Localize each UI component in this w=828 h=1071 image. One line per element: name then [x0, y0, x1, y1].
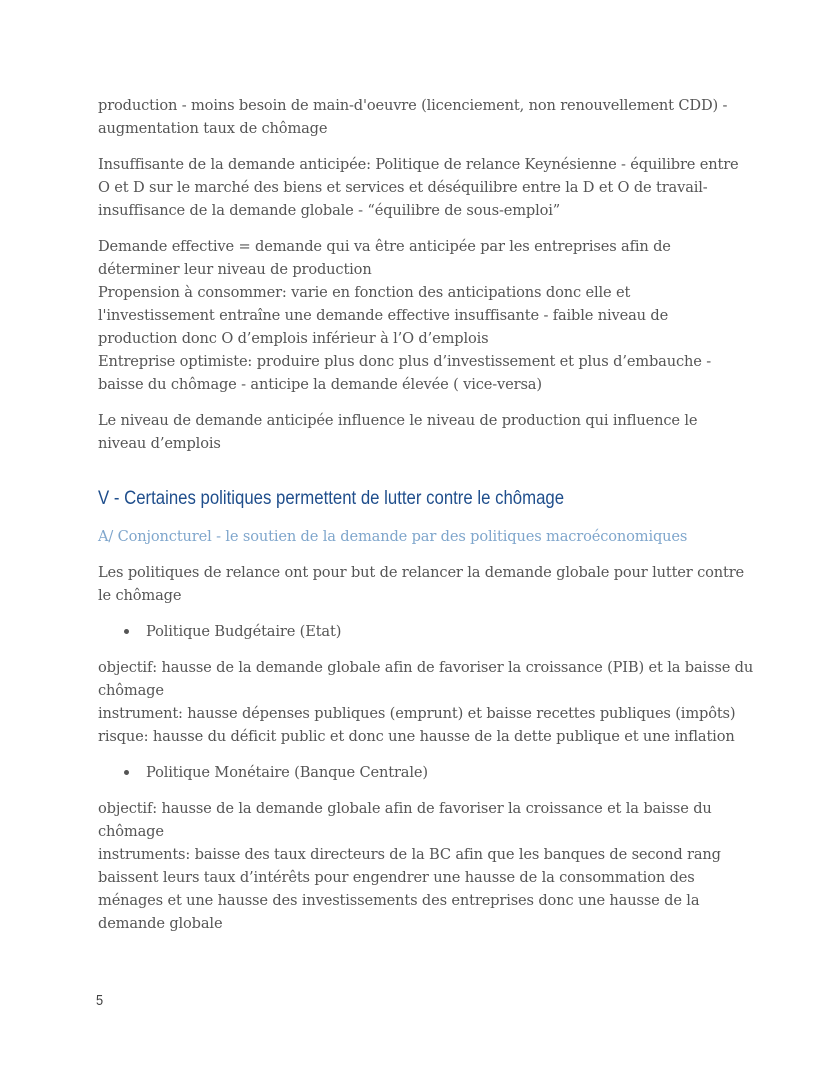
paragraph-budget-details	[98, 656, 754, 748]
paragraph-production	[98, 94, 738, 140]
text-line: Le niveau de demande anticipée influence le niveau de production qui influence le	[98, 412, 698, 429]
paragraph-effective-demand	[98, 235, 738, 396]
paragraph-section-intro	[98, 561, 745, 607]
paragraph-insufficient-demand	[98, 153, 738, 222]
section-heading: V - Certaines politiques permettent de lutter contre le chômage	[98, 487, 565, 509]
bullet-item-monetary-policy	[98, 761, 738, 784]
text-line: production donc O d’emplois inférieur à l’O d’emplois	[98, 330, 489, 347]
bullet-item-budget-policy	[98, 620, 738, 643]
text-line: l'investissement entraîne une demande effective insuffisante - faible niveau de	[98, 307, 669, 324]
bullet-label: Politique Monétaire (Banque Centrale)	[146, 764, 428, 781]
text-line: Insuffisante de la demande anticipée: Politique de relance Keynésienne - équilibre entre	[98, 156, 739, 173]
text-line: déterminer leur niveau de production	[98, 261, 372, 278]
paragraph-monetary-details	[98, 797, 738, 935]
text-line: O et D sur le marché des biens et services et déséquilibre entre la D et O de travail-	[98, 179, 708, 196]
page-number: 5	[96, 992, 104, 1009]
text-line: Propension à consommer: varie en fonction des anticipations donc elle et	[98, 284, 631, 301]
text-line: niveau d’emplois	[98, 435, 221, 452]
text-line: chômage	[98, 823, 164, 840]
bullet-label: Politique Budgétaire (Etat)	[146, 623, 342, 640]
text-line: baissent leurs taux d’intérêts pour engendrer une hausse de la consommation des	[98, 869, 695, 886]
text-line: objectif: hausse de la demande globale afin de favoriser la croissance (PIB) et la baisse du	[98, 659, 754, 676]
text-line: insuffisance de la demande globale - “équilibre de sous-emploi”	[98, 202, 561, 219]
text-line: objectif: hausse de la demande globale afin de favoriser la croissance et la baisse du	[98, 800, 712, 817]
subsection-heading: A/ Conjoncturel - le soutien de la demande par des politiques macroéconomiques	[98, 528, 688, 545]
document-page	[98, 94, 754, 948]
text-line: risque: hausse du déficit public et donc une hausse de la dette publique et une inflation	[98, 728, 735, 745]
text-line: ménages et une hausse des investissements des entreprises donc une hausse de la	[98, 892, 700, 909]
text-line: demande globale	[98, 915, 223, 932]
text-line: Entreprise optimiste: produire plus donc plus d’investissement et plus d’embauche -	[98, 353, 712, 370]
bullet-icon	[124, 770, 129, 775]
text-line: production - moins besoin de main-d'oeuvre (licenciement, non renouvellement CDD) -	[98, 97, 728, 114]
text-line: instruments: baisse des taux directeurs de la BC afin que les banques de second rang	[98, 846, 721, 863]
text-line: Demande effective = demande qui va être anticipée par les entreprises afin de	[98, 238, 671, 255]
paragraph-anticipated-demand	[98, 409, 738, 455]
text-line: Les politiques de relance ont pour but de relancer la demande globale pour lutter contre	[98, 564, 745, 581]
text-line: baisse du chômage - anticipe la demande élevée ( vice-versa)	[98, 376, 542, 393]
bullet-icon	[124, 629, 129, 634]
text-line: instrument: hausse dépenses publiques (emprunt) et baisse recettes publiques (impôts)	[98, 705, 736, 722]
text-line: augmentation taux de chômage	[98, 120, 328, 137]
text-line: le chômage	[98, 587, 182, 604]
text-line: chômage	[98, 682, 164, 699]
